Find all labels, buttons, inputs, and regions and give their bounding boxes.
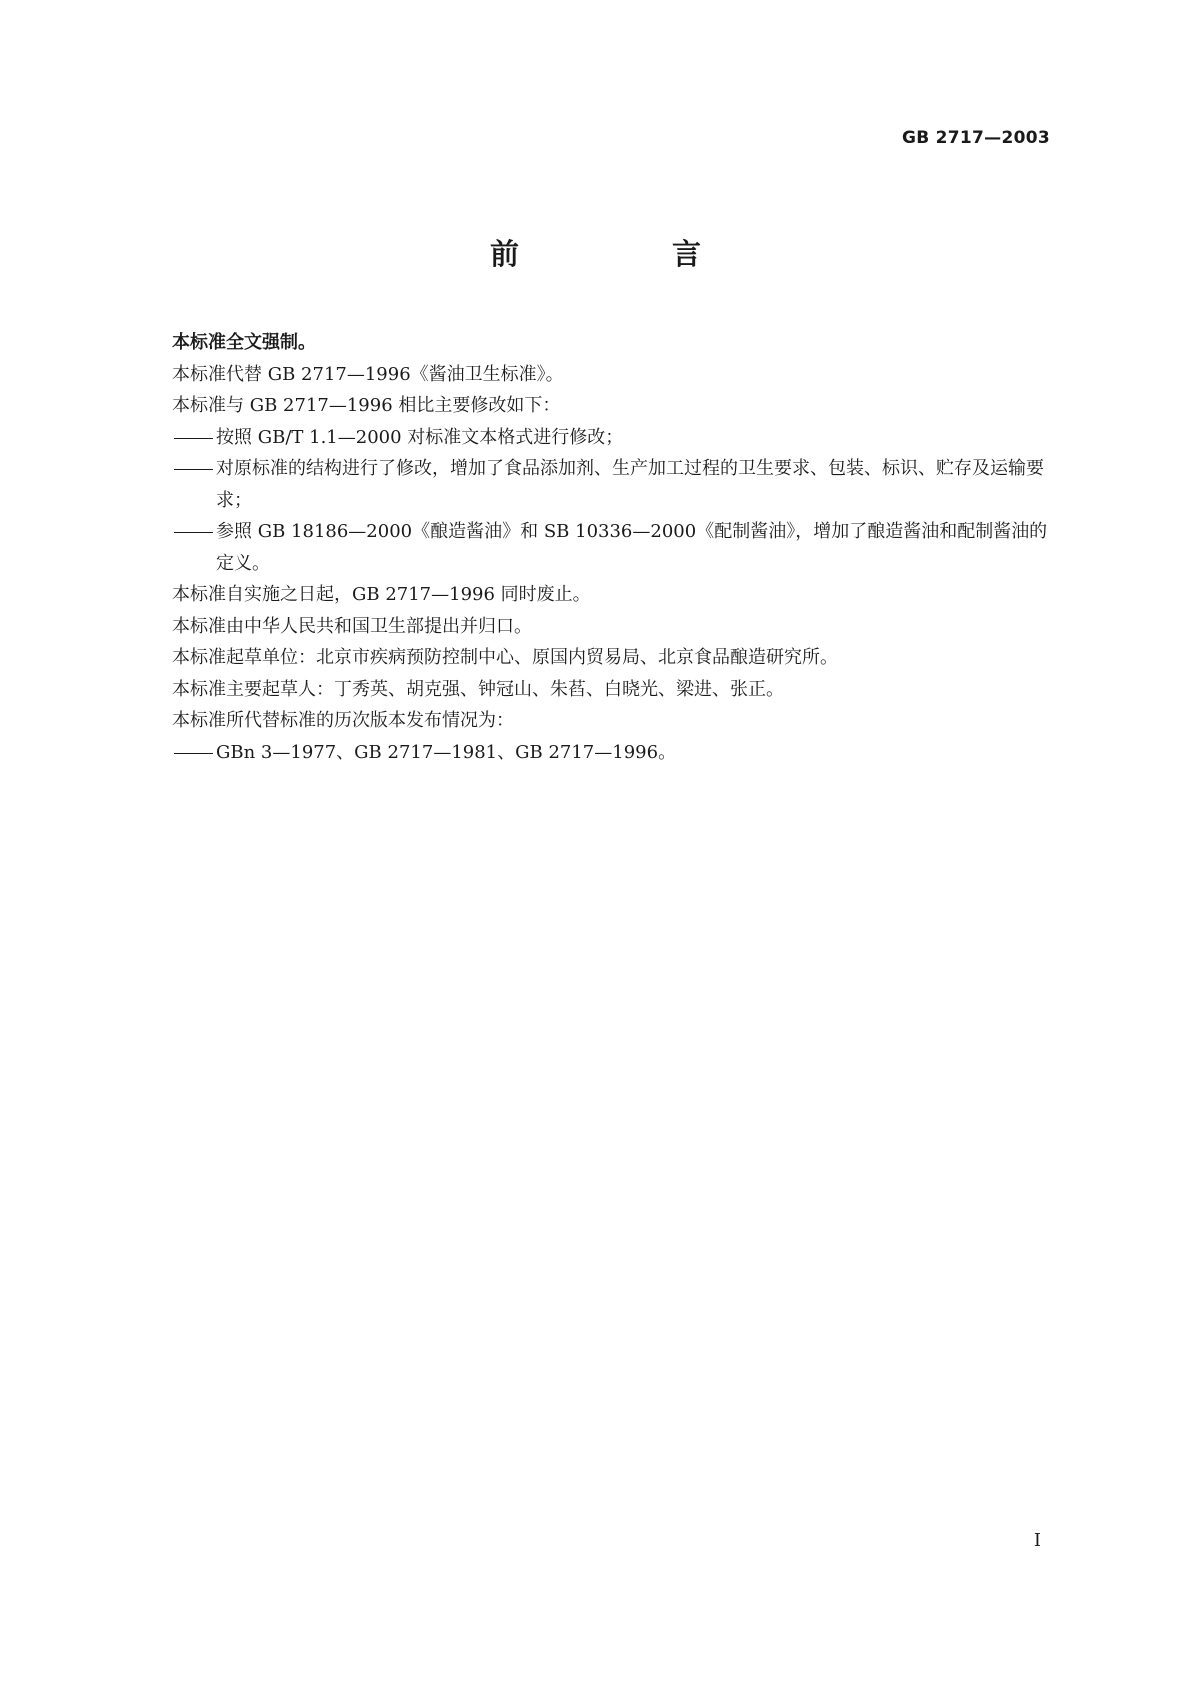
list-item-text: 参照 GB 18186—2000《酿造酱油》和 SB 10336—2000《配制酱油》，增加了酿造酱油和配制酱油的定义。: [216, 521, 1048, 574]
list-item: [172, 422, 1052, 454]
foreword-body: [172, 327, 1052, 768]
changes-intro: 本标准与 GB 2717—1996 相比主要修改如下：: [172, 395, 561, 416]
dash-marker: [172, 737, 216, 769]
dash-marker: [172, 453, 216, 516]
list-item: [172, 516, 1052, 579]
dash-marker: [172, 516, 216, 579]
page-number: I: [1033, 1530, 1041, 1551]
page-title: 前 言: [489, 237, 763, 271]
proposer-statement: 本标准由中华人民共和国卫生部提出并归口。: [172, 615, 532, 637]
list-item-text: 按照 GB/T 1.1—2000 对标准文本格式进行修改；: [216, 426, 624, 448]
drafters: 本标准主要起草人：丁秀英、胡克强、钟冠山、朱萏、白晓光、梁进、张正。: [172, 678, 784, 700]
drafting-units: 本标准起草单位：北京市疾病预防控制中心、原国内贸易局、北京食品酿造研究所。: [172, 647, 838, 668]
replacement-statement: 本标准代替 GB 2717—1996《酱油卫生标准》。: [172, 363, 564, 385]
history-intro: 本标准所代替标准的历次版本发布情况为：: [172, 710, 514, 731]
list-item-text: 对原标准的结构进行了修改，增加了食品添加剂、生产加工过程的卫生要求、包装、标识、贮存及运输要求；: [216, 458, 1044, 511]
abolition-statement: 本标准自实施之日起，GB 2717—1996 同时废止。: [172, 584, 591, 605]
dash-marker: [172, 422, 216, 454]
list-item-text: GBn 3—1977、GB 2717—1981、GB 2717—1996。: [216, 741, 677, 763]
list-item: [172, 453, 1052, 516]
mandatory-statement: 本标准全文强制。: [172, 332, 316, 353]
standard-code: GB 2717—2003: [901, 128, 1050, 148]
list-item: [172, 737, 1052, 769]
